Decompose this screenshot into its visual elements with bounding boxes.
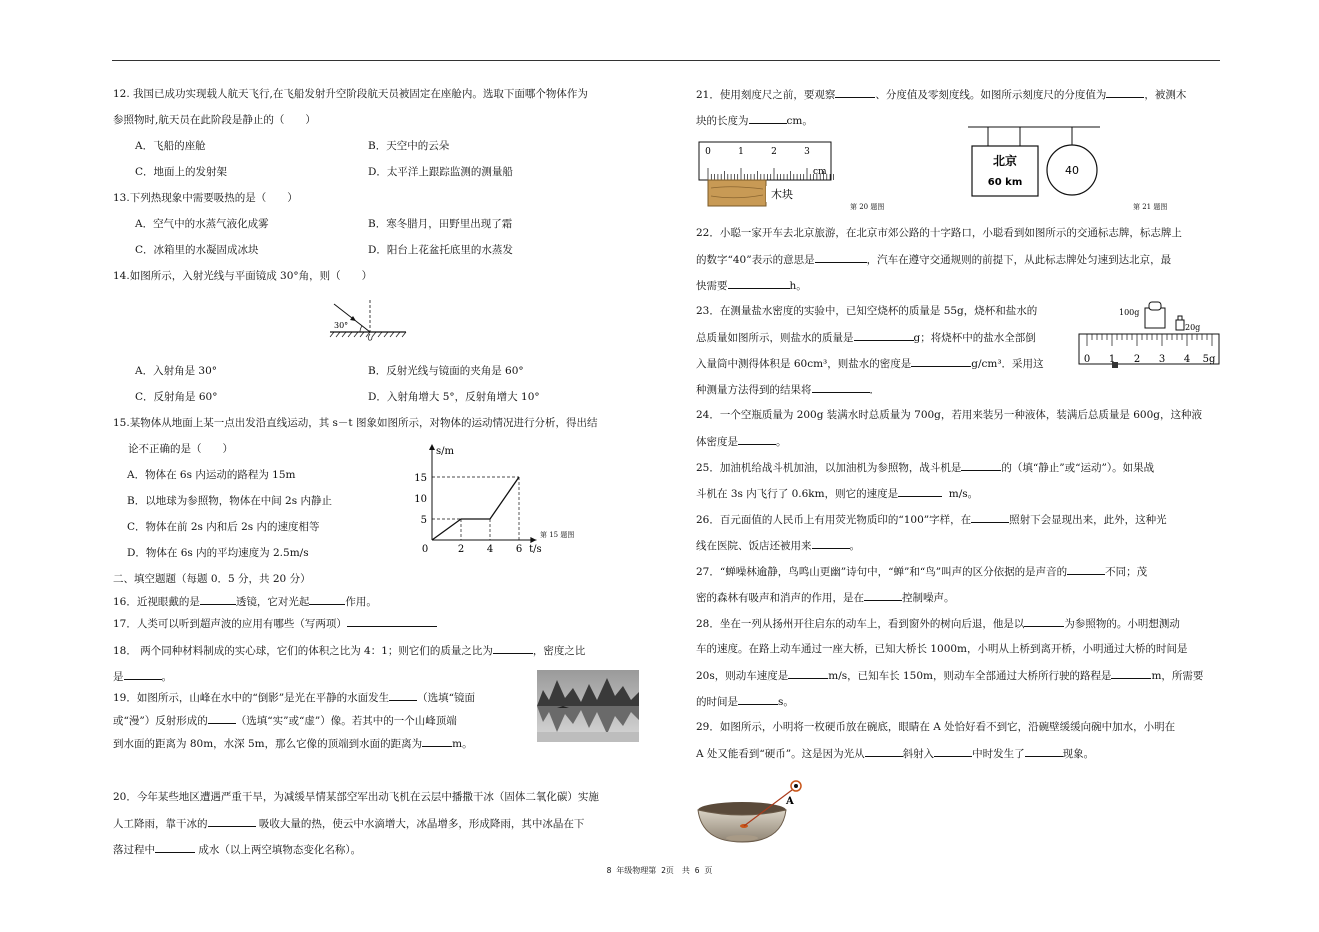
mirror-reflection-figure: [326, 296, 412, 342]
x-tick-label: 0: [421, 544, 429, 555]
q25-blank-2[interactable]: [898, 486, 942, 497]
q13-option-c: C．冰箱里的水凝固成冰块: [135, 244, 259, 256]
x-axis-label: t/s: [529, 544, 542, 555]
y-axis-arrow: [429, 444, 435, 450]
svg-text:40: 40: [1065, 164, 1079, 177]
section-2-heading: 二、填空题题（每题 0．5 分，共 20 分）: [113, 573, 311, 585]
q27-blank-1[interactable]: [1067, 564, 1105, 575]
q12-option-a: A．飞船的座舱: [135, 140, 206, 152]
q18-blank-2[interactable]: [124, 669, 162, 680]
svg-text:60 km: 60 km: [987, 177, 1023, 188]
q15-option-a: A．物体在 6s 内运动的路程为 15m: [127, 469, 296, 481]
q20-blank-1[interactable]: [208, 816, 256, 827]
q27-blank-2[interactable]: [864, 590, 902, 601]
traffic-sign-figure: [968, 122, 1104, 200]
wood-block: [708, 180, 766, 206]
q27-line1: 27．“蝉噪林逾静，鸟鸣山更幽”诗句中，“蝉”和“鸟”叫声的区分依据的是声音的 不同；茂: [696, 566, 1148, 578]
fig20-caption: 第 20 题图: [850, 203, 885, 211]
q28-line4: 的时间是 s。: [696, 696, 794, 708]
svg-text:5g: 5g: [1202, 354, 1216, 365]
svg-text:3: 3: [804, 147, 810, 157]
q14-option-c: C．反射角是 60°: [135, 391, 218, 403]
q29-blank-2[interactable]: [934, 746, 972, 757]
q12-option-d: D．太平洋上跟踪监测的测量船: [368, 166, 513, 178]
q23-line2: 总质量如图所示，则盐水的质量是 g；将烧杯中的盐水全部倒: [696, 332, 1036, 344]
q23-blank-2[interactable]: [911, 356, 971, 367]
q24-line1: 24．一个空瓶质量为 200g 装满水时总质量为 700g，若用来装另一种液体，装满后总质量是 600g，这种液: [696, 409, 1202, 421]
q18-line2: 是 。: [113, 671, 172, 683]
q25-line2: 斗机在 3s 内飞行了 0.6km，则它的速度是 m/s。: [696, 488, 979, 500]
q14-option-d: D．入射角增大 5°，反射角增大 10°: [368, 391, 540, 403]
svg-text:2: 2: [1133, 354, 1141, 365]
x-axis-arrow: [530, 537, 536, 543]
bowl-coin-figure: [696, 776, 814, 846]
mountain-reflection-photo: [537, 670, 639, 742]
block-label: 木块: [771, 188, 793, 201]
q29-line1: 29．如图所示，小明将一枚硬币放在碗底，眼睛在 A 处恰好看不到它，沿碗壁缓缓向碗中加水，小明在: [696, 721, 1176, 733]
q23-line4: 种测量方法得到的结果将 ．: [696, 384, 880, 396]
q24-blank[interactable]: [738, 434, 776, 445]
q19-blank-3[interactable]: [422, 736, 452, 747]
balance-figure: [1075, 300, 1223, 372]
q18-blank-1[interactable]: [493, 643, 533, 654]
q20-blank-2[interactable]: [155, 842, 195, 853]
q17-line: 17．人类可以听到超声波的应用有哪些（写两项）: [113, 616, 437, 631]
y-tick-label: 10: [414, 494, 427, 505]
q21-line2: 块的长度为 cm。: [696, 115, 813, 127]
svg-text:3: 3: [1158, 354, 1166, 365]
q16-line: 16．近视眼戴的是 透镜，它对光起 作用。: [113, 596, 377, 608]
q21-blank-2[interactable]: [1106, 87, 1144, 98]
x-tick-label: 6: [515, 544, 523, 555]
header-rule: [112, 60, 1220, 61]
q23-line3: 入量筒中测得体积是 60cm³，则盐水的密度是 g/cm³．采用这: [696, 358, 1044, 370]
svg-text:0: 0: [705, 147, 711, 157]
q12-option-c: C．地面上的发射架: [135, 166, 228, 178]
q26-line2: 线在医院、饭店还被用来 。: [696, 540, 860, 552]
q26-blank-2[interactable]: [812, 538, 850, 549]
q23-blank-1[interactable]: [854, 330, 914, 341]
q28-blank-2[interactable]: [788, 668, 828, 679]
q20-line2: 人工降雨，靠干冰的 吸收大量的热，使云中水滴增大，冰晶增多，形成降雨，其中冰晶在下: [113, 818, 585, 830]
q29-line2: A 处又能看到“硬币”。这是因为光从 斜射入 中时发生了 现象。: [696, 748, 1095, 760]
q16-blank-1[interactable]: [200, 594, 236, 605]
svg-text:20g: 20g: [1185, 323, 1201, 332]
q27-line2: 密的森林有吸声和消声的作用，是在 控制噪声。: [696, 592, 955, 604]
q28-line3: 20s，则动车速度是 m/s，已知车长 150m，则动车全部通过大桥所行驶的路程是 m，所需要: [696, 670, 1204, 682]
series-line: [432, 477, 519, 540]
q15-stem-line2: 论不正确的是（ ）: [128, 443, 233, 455]
q17-blank[interactable]: [347, 616, 437, 627]
q20-line3-text: 落过程中 成水（以上两空填物态变化名称）。: [113, 844, 362, 856]
q29-blank-3[interactable]: [1025, 746, 1063, 757]
q19-blank-1[interactable]: [389, 690, 417, 701]
q16-blank-2[interactable]: [309, 594, 345, 605]
q19-blank-2[interactable]: [208, 713, 236, 724]
q22-blank-2[interactable]: [728, 278, 790, 289]
q28-blank-4[interactable]: [738, 694, 778, 705]
q28-blank-1[interactable]: [1024, 616, 1064, 627]
q14-option-a: A．入射角是 30°: [135, 365, 218, 377]
svg-text:北京: 北京: [992, 154, 1018, 168]
svg-text:2: 2: [771, 147, 777, 157]
q26-line1: 26．百元面值的人民币上有用荧光物质印的“100”字样，在 照射下会显现出来，此外，这种光: [696, 514, 1167, 526]
q23-blank-3[interactable]: [812, 382, 870, 393]
svg-text:0: 0: [1083, 354, 1091, 365]
y-axis-label: s/m: [436, 446, 454, 457]
angle-label: 30°: [334, 321, 349, 330]
q22-blank-1[interactable]: [815, 252, 867, 263]
q26-blank-1[interactable]: [971, 512, 1009, 523]
q14-option-b: B．反射光线与镜面的夹角是 60°: [368, 365, 524, 377]
q22-line1: 22．小聪一家开车去北京旅游，在北京市郊公路的十字路口，小聪看到如图所示的交通标志牌，标志牌上: [696, 227, 1182, 239]
q15-option-b: B．以地球为参照物，物体在中间 2s 内静止: [127, 495, 332, 507]
svg-text:1: 1: [1108, 354, 1116, 365]
q12-stem-line2: 参照物时,航天员在此阶段是静止的（ ）: [113, 114, 316, 126]
q22-line3: 快需要 h。: [696, 280, 807, 292]
q21-line1: 21．使用刻度尺之前，要观察 、分度值及零刻度线。如图所示刻度尺的分度值为 ，被测木: [696, 89, 1187, 101]
q25-line1: 25．加油机给战斗机加油，以加油机为参照物，战斗机是 的（填“静止”或“运动”）。如果战: [696, 462, 1155, 474]
q19-line2: 或“漫”）反射形成的 （选填“实”或“虚”）像。若其中的一个山峰顶端: [113, 715, 457, 727]
q12-stem-line1: 12. 我国已成功实现载人航天飞行,在飞船发射升空阶段航天员被固定在座舱内。选取下面哪个物体作为: [113, 88, 588, 100]
q19-line3: 到水面的距离为 80m，水深 5m，那么它像的顶端到水面的距离为 m。: [113, 738, 473, 750]
q15-stem-line1: 15.某物体从地面上某一点出发沿直线运动，其 s－t 图象如图所示，对物体的运动情况进行分析，得出结: [113, 417, 598, 429]
q22-line2: 的数字“40”表示的意思是 ，汽车在遵守交通规则的前提下，从此标志牌处匀速到达北京，最: [696, 254, 1172, 266]
y-tick-label: 5: [420, 515, 427, 526]
x-tick-label: 4: [486, 544, 494, 555]
q15-fig-caption: 第 15 题图: [540, 531, 575, 539]
fig21-caption: 第 21 题图: [1133, 203, 1168, 211]
q13-stem: 13.下列热现象中需要吸热的是（ ）: [113, 192, 298, 204]
q24-line2: 体密度是 。: [696, 436, 787, 448]
q23-line1: 23．在测量盐水密度的实验中，已知空烧杯的质量是 55g，烧杯和盐水的: [696, 305, 1038, 317]
q28-line2: 车的速度。在路上动车通过一座大桥，已知大桥长 1000m，小明从上桥到离开桥，小明通过大桥的时间是: [696, 643, 1188, 655]
q13-option-a: A．空气中的水蒸气液化成雾: [135, 218, 269, 230]
q25-blank-1[interactable]: [961, 460, 1001, 471]
q21-blank-3[interactable]: [749, 113, 787, 124]
svg-text:cm: cm: [813, 167, 827, 177]
page-footer: 8 年级物理第 2页 共 6 页: [606, 866, 713, 875]
q15-option-d: D．物体在 6s 内的平均速度为 2.5m/s: [127, 547, 309, 559]
q14-stem: 14.如图所示，入射光线与平面镜成 30°角，则（ ）: [113, 270, 373, 282]
x-tick-label: 2: [457, 544, 465, 555]
q19-line1: 19．如图所示，山峰在水中的“倒影”是光在平静的水面发生 （选填“镜面: [113, 692, 475, 704]
q20-line1: 20．今年某些地区遭遇严重干旱，为减缓旱情某部空军出动飞机在云层中播撒干冰（固体二氧化碳）实施: [113, 791, 599, 803]
q29-blank-1[interactable]: [865, 746, 903, 757]
q13-option-b: B．寒冬腊月，田野里出现了霜: [368, 218, 513, 230]
svg-text:4: 4: [1183, 354, 1191, 365]
svg-text:A: A: [786, 796, 794, 807]
q21-blank-1[interactable]: [835, 87, 875, 98]
q18-line1: 18． 两个同种材料制成的实心球，它们的体积之比为 4：1；则它们的质量之比为 ，密度之比: [113, 645, 586, 657]
q28-blank-3[interactable]: [1111, 668, 1151, 679]
st-graph: [410, 440, 542, 558]
q13-option-d: D．阳台上花盆托底里的水蒸发: [368, 244, 513, 256]
y-tick-label: 15: [414, 473, 427, 484]
svg-text:1: 1: [738, 147, 744, 157]
q28-line1: 28．坐在一列从扬州开往启东的动车上，看到窗外的树向后退，他是以 为参照物的。小明想测动: [696, 618, 1180, 630]
svg-text:100g: 100g: [1119, 308, 1140, 317]
q12-option-b: B．天空中的云朵: [368, 140, 450, 152]
ruler-figure: [697, 140, 837, 210]
q15-option-c: C．物体在前 2s 内和后 2s 内的速度相等: [127, 521, 320, 533]
